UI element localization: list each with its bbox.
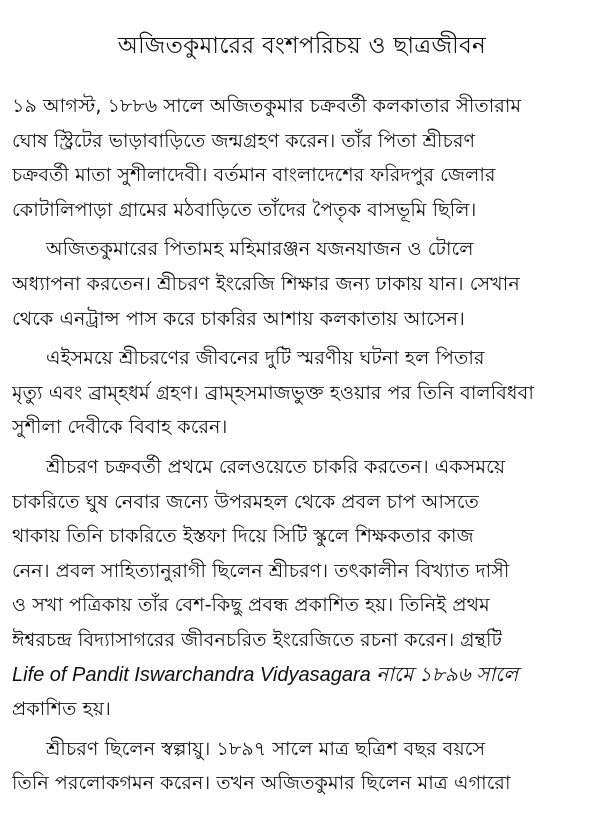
book-title-line: Life of Pandit Iswarchandra Vidyasagara নামে ১৮৯৬ সালে xyxy=(12,663,519,686)
text-line: ১৯ আগস্ট, ১৮৮৬ সালে অজিতকুমার চক্রবর্তী কলকাতার সীতারাম xyxy=(12,94,522,117)
text-line: চাকরিতে ঘুষ নেবার জন্যে উপরমহল থেকে প্রবল চাপ আসতে xyxy=(12,489,479,513)
text-line: তিনি পরলোকগমন করেন। তখন অজিতকুমার ছিলেন মাত্র এগারো xyxy=(12,771,511,795)
paragraph xyxy=(12,450,592,727)
paragraph xyxy=(12,232,592,336)
text-line: শ্রীচরণ ছিলেন স্বল্পায়ু। ১৮৯৭ সালে মাত্র ছত্রিশ বছর বয়সে xyxy=(46,736,486,760)
body-text xyxy=(12,89,592,801)
text-line: অজিতকুমারের পিতামহ মহিমারঞ্জন যজনযাজন ও টোলে xyxy=(46,237,474,261)
text-line: ঘোষ স্ট্রিটের ভাড়াবাড়িতে জন্মগ্রহণ করেন। তাঁর পিতা শ্রীচরণ xyxy=(12,128,476,152)
paragraph xyxy=(12,732,592,801)
paragraph xyxy=(12,89,592,227)
text-line: মৃত্যু এবং ব্রাম্হধর্ম গ্রহণ। ব্রাম্হসমাজভুক্ত হওয়ার পর তিনি বালবিধবা xyxy=(12,380,534,404)
text-line: প্রকাশিত হয়। xyxy=(12,697,111,721)
text-line: নেন। প্রবল সাহিত্যানুরাগী ছিলেন শ্রীচরণ। তৎকালীন বিখ্যাত দাসী xyxy=(12,558,510,582)
text-line: ও সখা পত্রিকায় তাঁর বেশ-কিছু প্রবন্ধ প্রকাশিত হয়। তিনিই প্রথম xyxy=(12,593,490,617)
text-line: এইসময়ে শ্রীচরণের জীবনের দুটি স্মরণীয় ঘটনা হল পিতার xyxy=(46,346,485,370)
paragraph xyxy=(12,341,592,445)
text-line: সুশীলা দেবীকে বিবাহ করেন। xyxy=(12,415,228,439)
text-line: চক্রবর্তী মাতা সুশীলাদেবী। বর্তমান বাংলাদেশের ফরিদপুর জেলার xyxy=(12,163,496,187)
text-line: ঈশ্বরচন্দ্র বিদ্যাসাগরের জীবনচরিত ইংরেজিতে রচনা করেন। গ্রন্থটি xyxy=(12,627,502,651)
text-line: থেকে এনট্রান্স পাস করে চাকরির আশায় কলকাতায় আসেন। xyxy=(12,306,465,330)
text-line: শ্রীচরণ চক্রবর্তী প্রথমে রেলওয়েতে চাকরি করতেন। একসময়ে xyxy=(46,454,506,478)
text-line: থাকায় তিনি চাকরিতে ইস্তফা দিয়ে সিটি স্কুলে শিক্ষকতার কাজ xyxy=(12,524,474,548)
text-line: অধ্যাপনা করতেন। শ্রীচরণ ইংরেজি শিক্ষার জন্য ঢাকায় যান। সেখান xyxy=(12,271,520,295)
text-line: কোটালিপাড়া গ্রামের মঠবাড়িতে তাঁদের পৈতৃক বাসভূমি ছিলি। xyxy=(12,197,477,221)
page-title: অজিতকুমারের বংশপরিচয় ও ছাত্রজীবন xyxy=(117,33,487,59)
